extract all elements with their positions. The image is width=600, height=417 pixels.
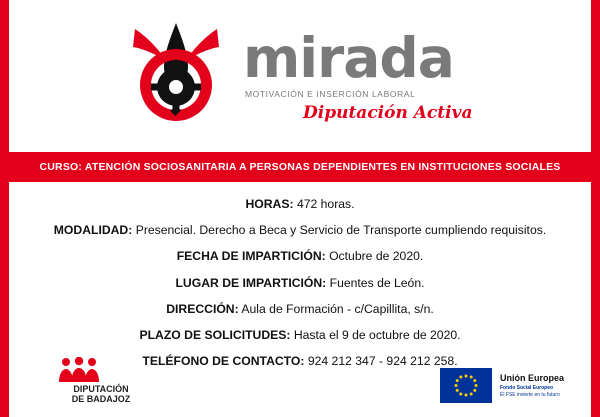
mirada-gear-logo-icon xyxy=(117,15,235,133)
european-union-caption xyxy=(500,373,564,398)
detail-value: Presencial. Derecho a Beca y Servicio de Transporte cumpliendo requisitos. xyxy=(135,223,547,238)
detail-label: HORAS: xyxy=(245,197,294,211)
left-red-bar xyxy=(0,0,9,417)
detail-row-modalidad xyxy=(19,224,581,236)
detail-row-direccion xyxy=(19,303,581,315)
poster-page xyxy=(9,0,591,417)
detail-value: Fuentes de León. xyxy=(329,275,425,290)
european-union-logo xyxy=(440,368,564,403)
brand-header xyxy=(9,0,591,148)
european-union-title: Unión Europea xyxy=(499,373,564,384)
diputacion-badajoz-people-icon xyxy=(58,357,100,383)
poster-footer xyxy=(18,349,582,417)
european-union-slogan: El FSE invierte en tu futuro xyxy=(499,391,560,398)
detail-label: LUGAR DE IMPARTICIÓN: xyxy=(175,275,327,290)
detail-row-plazo-solicitudes xyxy=(19,329,581,341)
detail-label: PLAZO DE SOLICITUDES: xyxy=(139,328,291,343)
detail-label: TELÉFONO DE CONTACTO: xyxy=(142,354,305,369)
diputacion-line-1: DIPUTACIÓN xyxy=(73,384,129,394)
detail-value: Hasta el 9 de octubre de 2020. xyxy=(293,328,461,343)
course-details xyxy=(9,182,591,367)
detail-value: 472 horas. xyxy=(296,197,355,211)
detail-value: Aula de Formación - c/Capillita, s/n. xyxy=(241,301,434,316)
detail-value: 924 212 347 - 924 212 258. xyxy=(307,354,458,369)
detail-label: DIRECCIÓN: xyxy=(166,301,239,316)
detail-row-horas xyxy=(19,198,581,210)
detail-row-lugar-imparticion xyxy=(19,277,581,289)
detail-label: MODALIDAD: xyxy=(53,223,133,238)
detail-label: FECHA DE IMPARTICIÓN: xyxy=(176,249,326,264)
right-red-bar xyxy=(591,0,600,417)
european-union-fund-name: Fondo Social Europeo xyxy=(499,385,554,392)
brand-name: mirada xyxy=(243,26,454,90)
course-title-band: CURSO: ATENCIÓN SOCIOSANITARIA A PERSONAS DEPENDIENTES EN INSTITUCIONES SOCIALES xyxy=(9,152,591,182)
brand-script: Diputación Activa xyxy=(303,103,473,123)
detail-row-fecha-imparticion xyxy=(19,250,581,262)
detail-value: Octubre de 2020. xyxy=(329,249,424,264)
european-union-flag-icon xyxy=(440,368,492,403)
brand-tagline: MOTIVACIÓN E INSERCIÓN LABORAL xyxy=(245,89,416,99)
diputacion-badajoz-logo xyxy=(46,357,156,405)
diputacion-line-2: DE BADAJOZ xyxy=(71,394,131,405)
brand-wordmark xyxy=(243,19,483,129)
diputacion-badajoz-label xyxy=(46,384,156,405)
